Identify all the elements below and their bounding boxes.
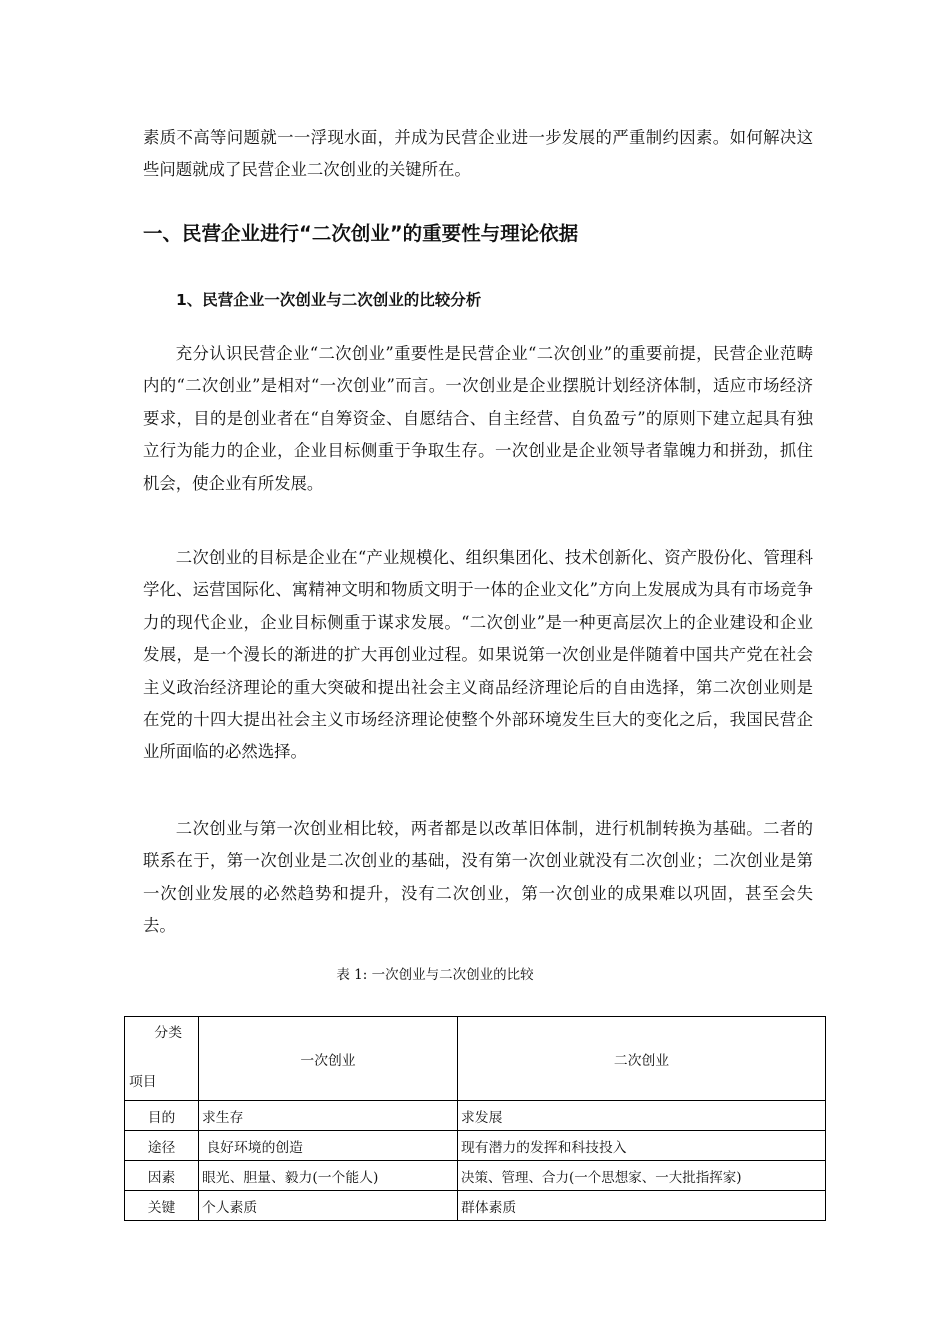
section-heading: 一、民营企业进行“二次创业”的重要性与理论依据	[143, 222, 579, 245]
corner-header-cell	[125, 1017, 199, 1101]
second-venture-cell: 决策、管理、合力(一个思想家、一大批指挥家)	[458, 1161, 826, 1191]
corner-item-label: 项目	[129, 1074, 157, 1090]
table-header-row	[125, 1017, 826, 1101]
second-venture-cell: 求发展	[458, 1101, 826, 1131]
corner-category-label: 分类	[154, 1025, 182, 1041]
row-item-cell: 目的	[125, 1101, 199, 1131]
second-venture-header: 二次创业	[458, 1017, 826, 1101]
first-venture-cell: 个人素质	[199, 1191, 458, 1221]
comparison-table	[124, 1016, 826, 1221]
subsection-heading: 1、民营企业一次创业与二次创业的比较分析	[176, 291, 482, 309]
row-item-cell: 因素	[125, 1161, 199, 1191]
first-venture-cell: 求生存	[199, 1101, 458, 1131]
paragraph-2: 二次创业的目标是企业在“产业规模化、组织集团化、技术创新化、资产股份化、管理科学化、运营国际化、寓精神文明和物质文明于一体的企业文化”方向上发展成为具有市场竞争力的现代企业，企业目标侧重于谋求发展。“二次创业”是一种更高层次上的企业建设和企业发展，是一个漫长的渐进的扩大再创业过程。如果说第一次创业是伴随着中国共产党在社会主义政治经济理论的重大突破和提出社会主义商品经济理论后的自由选择，第二次创业则是在党的十四大提出社会主义市场经济理论使整个外部环境发生巨大的变化之后，我国民营企业所面临的必然选择。	[143, 548, 813, 762]
row-item-cell: 关键	[125, 1191, 199, 1221]
table-row	[125, 1161, 826, 1191]
first-venture-cell: 眼光、胆量、毅力(一个能人)	[199, 1161, 458, 1191]
second-venture-cell: 现有潜力的发挥和科技投入	[458, 1131, 826, 1161]
paragraph-1: 充分认识民营企业“二次创业”重要性是民营企业“二次创业”的重要前提，民营企业范畴内的“二次创业”是相对“一次创业”而言。一次创业是企业摆脱计划经济体制，适应市场经济要求，目的是创业者在“自筹资金、自愿结合、自主经营、自负盈亏”的原则下建立起具有独立行为能力的企业，企业目标侧重于争取生存。一次创业是企业领导者靠魄力和拼劲，抓住机会，使企业有所发展。	[143, 344, 813, 493]
table-row	[125, 1101, 826, 1131]
first-venture-header: 一次创业	[199, 1017, 458, 1101]
intro-paragraph: 素质不高等问题就一一浮现水面，并成为民营企业进一步发展的严重制约因素。如何解决这些问题就成了民营企业二次创业的关键所在。	[143, 128, 813, 180]
paragraph-3: 二次创业与第一次创业相比较，两者都是以改革旧体制，进行机制转换为基础。二者的联系在于，第一次创业是二次创业的基础，没有第一次创业就没有二次创业；二次创业是第一次创业发展的必然趋势和提升，没有二次创业，第一次创业的成果难以巩固，甚至会失去。	[143, 819, 813, 936]
row-item-cell: 途径	[125, 1131, 199, 1161]
second-venture-cell: 群体素质	[458, 1191, 826, 1221]
table-caption: 表 1: 一次创业与二次创业的比较	[336, 967, 534, 983]
table-row	[125, 1191, 826, 1221]
table-row	[125, 1131, 826, 1161]
first-venture-cell: 良好环境的创造	[199, 1131, 458, 1161]
